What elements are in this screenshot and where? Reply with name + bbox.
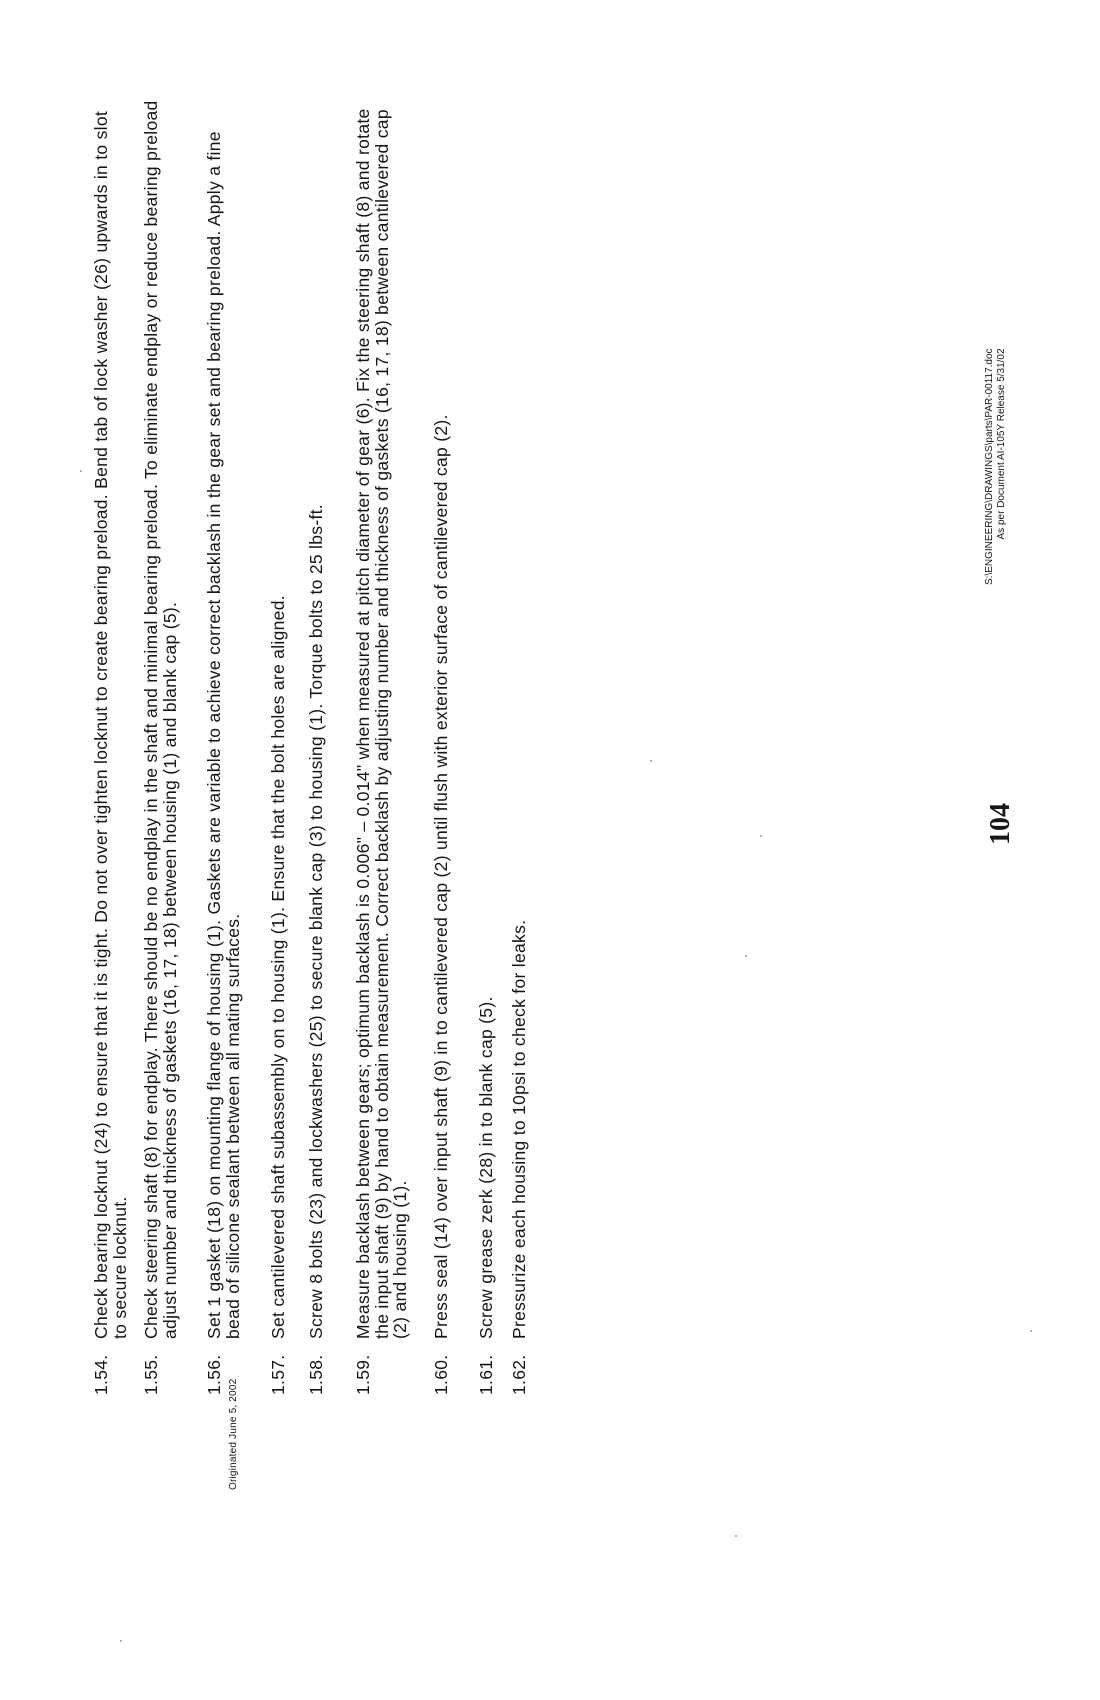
step-number: 1.59. <box>353 1354 373 1395</box>
page-number: 104 <box>985 803 1016 845</box>
procedure-steps <box>91 95 529 1395</box>
scan-speck <box>760 835 762 837</box>
step-text: Set 1 gasket (18) on mounting flange of housing (1). Gaskets are variable to achieve correct backlash in the gear set and bearing preload. Apply a fine bead of silicone sealant between all mating surfaces. <box>204 131 243 1339</box>
file-path: S:\ENGINEERING\DRAWINGS\parts\PAR-00117.doc <box>984 348 995 585</box>
step-number: 1.55. <box>141 1354 161 1395</box>
step-text: Measure backlash between gears; optimum backlash is 0.006" – 0.014" when measured at pitch diameter of gear (6). Fix the steering shaft (8) and rotate the input shaft (9) by hand to obtain measurement. Correct backlash by adjusting number and thickness of gaskets (16, 17, 18) between cantilevered cap (2) and housing (1). <box>353 108 410 1339</box>
scan-speck <box>80 470 82 472</box>
step-1-58 <box>307 95 326 1395</box>
scan-speck <box>735 1535 737 1537</box>
step-number: 1.54. <box>91 1354 111 1395</box>
step-1-59 <box>354 95 410 1395</box>
step-1-54 <box>92 95 129 1395</box>
step-1-62 <box>510 95 529 1395</box>
step-1-60 <box>432 95 451 1395</box>
originated-date: Originated June 5, 2002 <box>228 1378 239 1490</box>
step-number: 1.61. <box>476 1354 496 1395</box>
document-footer <box>984 348 1008 585</box>
step-number: 1.57. <box>268 1354 288 1395</box>
step-number: 1.60. <box>431 1354 451 1395</box>
step-text: Press seal (14) over input shaft (9) in to cantilevered cap (2) until flush with exterior surface of cantilevered cap (2). <box>431 414 451 1339</box>
step-text: Pressurize each housing to 10psi to check for leaks. <box>509 919 529 1339</box>
scan-speck <box>650 760 652 762</box>
step-1-57 <box>269 95 288 1395</box>
step-text: Check steering shaft (8) for endplay. There should be no endplay in the shaft and minimal bearing preload. To eliminate endplay or reduce bearing preload adjust number and thickness of gaskets (16, 17, 18) between housing (1) and blank cap (5). <box>141 100 180 1339</box>
release-note: As per Document AI-105Y Release 5/31/02 <box>996 348 1007 540</box>
step-1-56 <box>205 95 242 1395</box>
scan-speck <box>745 955 747 957</box>
step-text: Screw grease zerk (28) in to blank cap (5). <box>476 996 496 1339</box>
step-text: Screw 8 bolts (23) and lockwashers (25) to secure blank cap (3) to housing (1). Torque bolts to 25 lbs-ft. <box>306 504 326 1339</box>
step-text: Set cantilevered shaft subassembly on to housing (1). Ensure that the bolt holes are aligned. <box>268 595 288 1339</box>
scan-speck <box>120 1640 122 1642</box>
scan-speck <box>1030 1330 1032 1332</box>
step-number: 1.62. <box>509 1354 529 1395</box>
step-number: 1.58. <box>306 1354 326 1395</box>
step-1-61 <box>477 95 496 1395</box>
step-text: Check bearing locknut (24) to ensure that it is tight. Do not over tighten locknut to create bearing preload. Bend tab of lock washer (26) upwards in to slot to secure locknut. <box>91 110 130 1339</box>
step-number: 1.56. <box>204 1354 224 1395</box>
step-1-55 <box>142 95 179 1395</box>
